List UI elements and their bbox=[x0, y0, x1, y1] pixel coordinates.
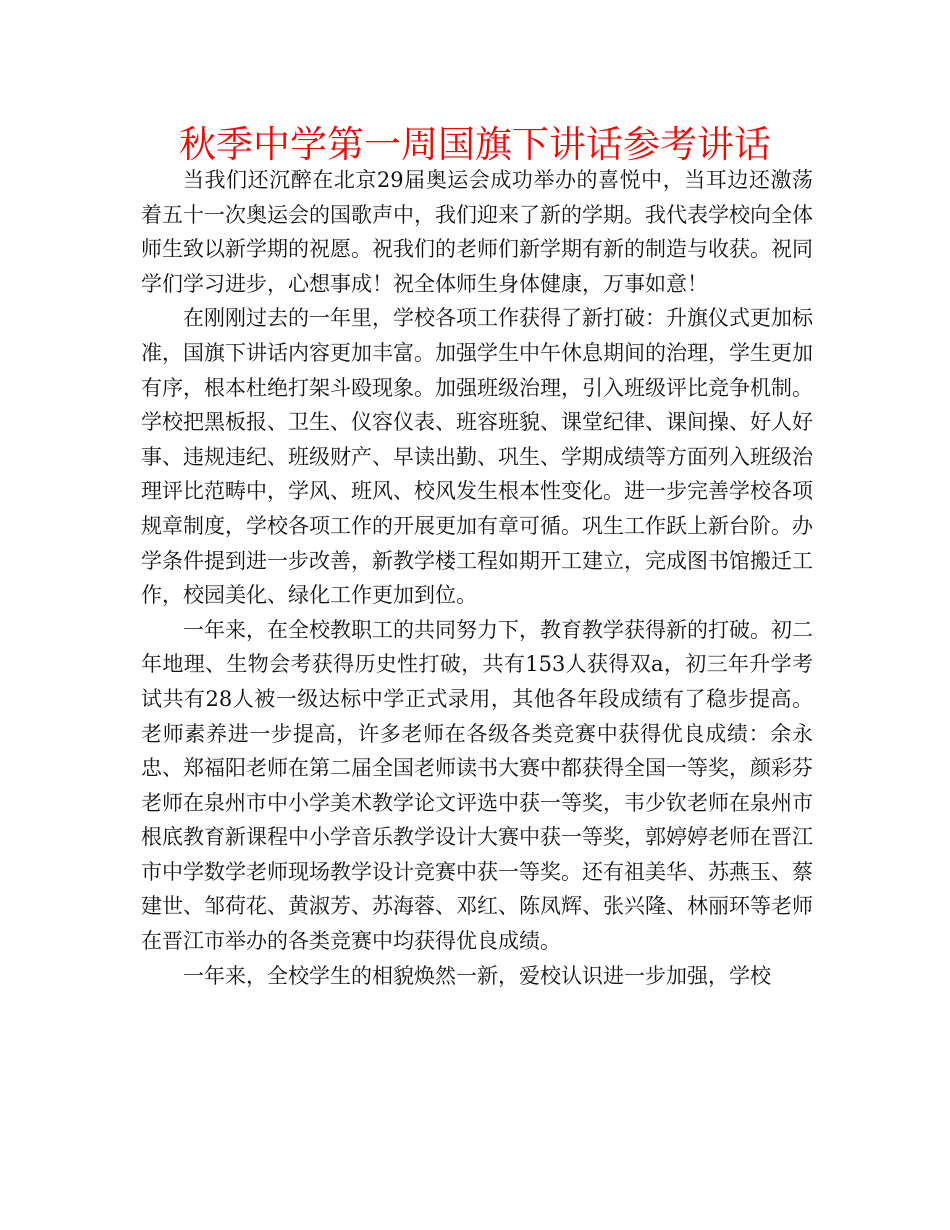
paragraph-student-appearance: 一年来，全校学生的相貌焕然一新，爱校认识进一步加强，学校 bbox=[183, 963, 771, 988]
paragraph-opening: 当我们还沉醉在北京29届奥运会成功举办的喜悦中，当耳边还激荡着五十一次奥运会的国歌声中，我们迎来了新的学期。我代表学校向全体师生致以新学期的祝愿。祝我们的老师们新学期有新的制造与收获。祝同学们学习进步，心想事成！祝全体师生身体健康，万事如意！ bbox=[141, 168, 813, 296]
paragraph-school-work: 在刚刚过去的一年里，学校各项工作获得了新打破：升旗仪式更加标准，国旗下讲话内容更加丰富。加强学生中午休息期间的治理，学生更加有序，根本杜绝打架斗殴现象。加强班级治理，引入班级评比竞争机制。学校把黑板报、卫生、仪容仪表、班容班貌、课堂纪律、课间操、好人好事、违规违纪、班级财产、早读出勤、巩生、学期成绩等方面列入班级治理评比范畴中，学风、班风、校风发生根本性变化。进一步完善学校各项规章制度，学校各项工作的开展更加有章可循。巩生工作跃上新台阶。办学条件提到进一步改善，新教学楼工程如期开工建立，完成图书馆搬迁工作，校园美化、绿化工作更加到位。 bbox=[141, 306, 813, 608]
document-body bbox=[141, 163, 813, 993]
document-title: 秋季中学第一周国旗下讲话参考讲话 bbox=[179, 123, 771, 166]
paragraph-teaching-results: 一年来，在全校教职工的共同努力下，教育教学获得新的打破。初二年地理、生物会考获得历史性打破，共有153人获得双a，初三年升学考试共有28人被一级达标中学正式录用，其他各年段成绩有了稳步提高。老师素养进一步提高，许多老师在各级各类竞赛中获得优良成绩：余永忠、郑福阳老师在第二届全国老师读书大赛中都获得全国一等奖，颜彩芬老师在泉州市中小学美术教学论文评选中获一等奖，韦少钦老师在泉州市根底教育新课程中小学音乐教学设计大赛中获一等奖，郭婷婷老师在晋江市中学数学老师现场教学设计竞赛中获一等奖。还有祖美华、苏燕玉、蔡建世、邹荷花、黄淑芳、苏海蓉、邓红、陈凤辉、张兴隆、林丽环等老师在晋江市举办的各类竞赛中均获得优良成绩。 bbox=[141, 617, 813, 954]
